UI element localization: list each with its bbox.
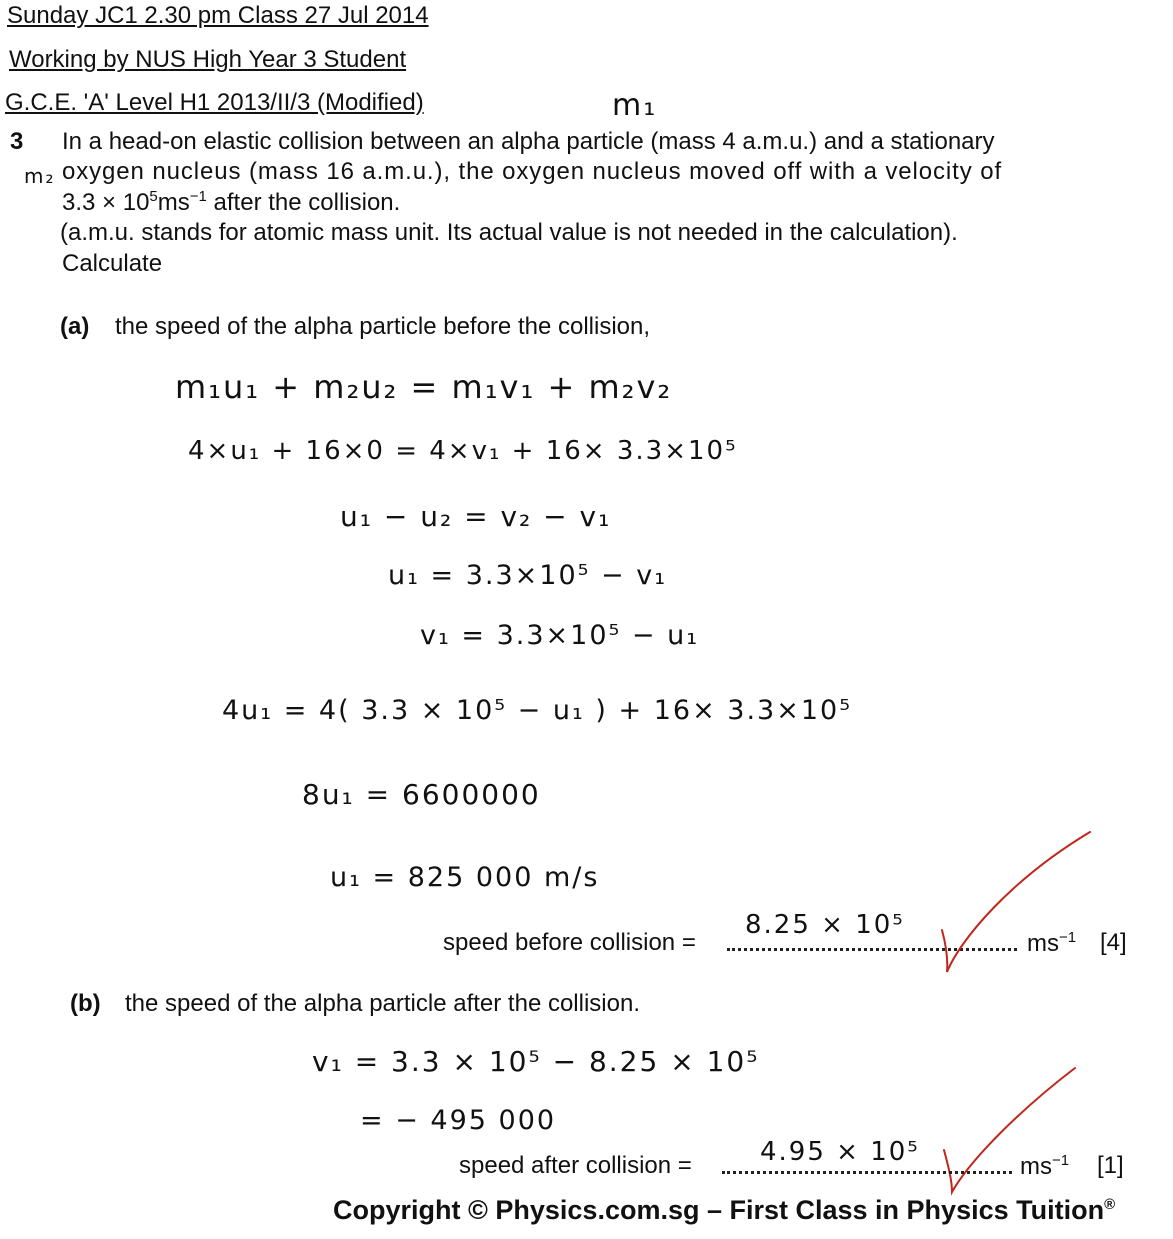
part-a-prompt: the speed of the alpha particle before the collision, (115, 313, 651, 340)
working-b-line2: = − 495 000 (360, 1105, 557, 1136)
question-text-line1: In a head-on elastic collision between an alpha particle (mass 4 a.m.u.) and a stationary (62, 128, 995, 155)
answer-a-marks: [4] (1100, 929, 1127, 956)
working-a-line3: u₁ − u₂ = v₂ − v₁ (340, 500, 612, 533)
answer-a-label: speed before collision = (443, 929, 696, 956)
answer-b-unit: $ms^{-1}$ (1020, 1152, 1070, 1180)
part-a-label: (a) (60, 313, 90, 340)
header-class-line: Sunday JC1 2.30 pm Class 27 Jul 2014 (7, 2, 429, 29)
answer-a-value: 8.25 × 10⁵ (745, 910, 905, 940)
question-text-line2: oxygen nucleus (mass 16 a.m.u.), the oxygen nucleus moved off with a velocity of (62, 158, 1003, 185)
answer-b-label: speed after collision = (459, 1152, 692, 1179)
answer-b-dotted-line (722, 1171, 1012, 1174)
working-a-line6: 4u₁ = 4( 3.3 × 10⁵ − u₁ ) + 16× 3.3×10⁵ (222, 695, 853, 726)
annotation-m1: m₁ (612, 88, 658, 123)
working-a-line4: u₁ = 3.3×10⁵ − v₁ (388, 560, 668, 591)
answer-b-marks: [1] (1097, 1152, 1124, 1179)
question-number: 3 (10, 128, 24, 155)
working-a-line5: v₁ = 3.3×10⁵ − u₁ (420, 620, 700, 651)
annotation-m2: m₂ (24, 164, 56, 188)
working-a-line8: u₁ = 825 000 m/s (330, 862, 600, 893)
working-a-line1: m₁u₁ + m₂u₂ = m₁v₁ + m₂v₂ (175, 368, 673, 406)
question-text-line3: $3.3 \times 10^5ms^{-1}$ after the collision. (62, 188, 401, 216)
question-text-line4: (a.m.u. stands for atomic mass unit. Its actual value is not needed in the calculation). (60, 219, 958, 246)
part-b-prompt: the speed of the alpha particle after the collision. (125, 990, 640, 1017)
answer-a-unit: $ms^{-1}$ (1027, 929, 1077, 957)
answer-b-value: 4.95 × 10⁵ (760, 1137, 920, 1167)
working-a-line2: 4×u₁ + 16×0 = 4×v₁ + 16× 3.3×10⁵ (188, 436, 738, 466)
header-author-line: Working by NUS High Year 3 Student (9, 46, 407, 73)
question-text-line5: Calculate (62, 250, 163, 277)
copyright-footer: Copyright © Physics.com.sg – First Class in Physics Tuition® (333, 1195, 1116, 1225)
header-source-line: G.C.E. 'A' Level H1 2013/II/3 (Modified) (5, 89, 424, 116)
working-b-line1: v₁ = 3.3 × 10⁵ − 8.25 × 10⁵ (312, 1045, 760, 1078)
working-a-line7: 8u₁ = 6600000 (302, 778, 541, 811)
part-b-label: (b) (70, 990, 101, 1017)
